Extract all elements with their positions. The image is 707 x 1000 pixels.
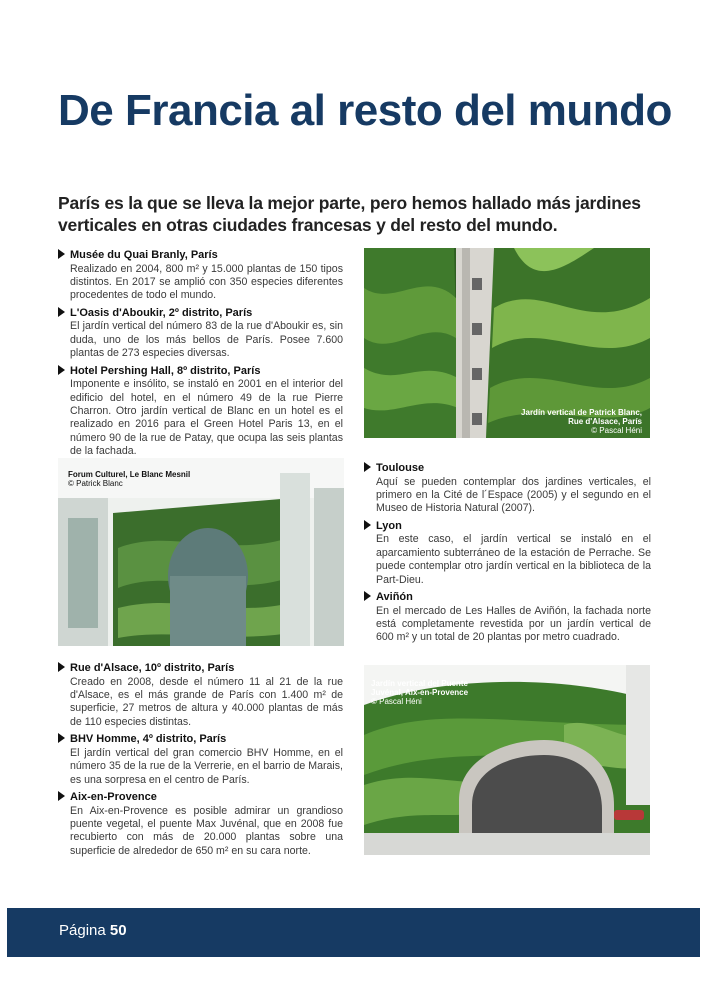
photo-aix-en-provence [364,665,650,855]
item-heading: Aviñón [376,591,413,604]
list-item [364,519,651,587]
item-text: En Aix-en-Provence es posible admirar un grandioso puente vegetal, el puente Max Juvénal, que en 2008 fue recubierto con más de 20.000 plantas sobre una superficie de alrededor de 650 m² en su cara norte. [70,804,343,857]
photo-caption: Forum Culturel, Le Blanc Mesnil © Patrick Blanc [68,470,191,488]
photo-forum-culturel [58,458,344,646]
item-text: Imponente e insólito, se instaló en 2001 en el interior del edificio del hotel, en el número 49 de la rue Pierre Charron. Otro jardín vertical de Blanc en un hotel es el realizado en 2016 para el Green Hotel Paris 13, en el número 90 de la rue de Patay, que ocupa las seis plantas de la fachada. [70,378,343,458]
item-heading: Rue d'Alsace, 10º distrito, París [70,662,235,674]
item-heading: Toulouse [376,462,425,474]
item-heading: Hotel Pershing Hall, 8º distrito, París [70,364,261,377]
list-item [364,461,651,516]
right-column-text [364,461,651,648]
page-title: De Francia al resto del mundo [58,86,672,135]
triangle-bullet-icon [58,249,65,259]
left-column-bottom [58,661,343,861]
triangle-bullet-icon [364,591,371,601]
list-item [58,732,343,787]
list-item [58,306,343,361]
item-text: Aquí se pueden contemplar dos jardines verticales, el primero en la Cité de l´Espace (2005) y el segundo en el Museo de Historia Natural (2007). [376,475,651,515]
item-heading: Musée du Quai Branly, París [70,249,218,261]
list-item [58,790,343,858]
photo-caption: Jardín vertical de Patrick Blanc, Rue d'Alsace, París © Pascal Héni [521,408,642,435]
photo-rue-alsace [364,248,650,438]
item-heading: BHV Homme, 4º distrito, París [70,733,227,746]
item-text: En el mercado de Les Halles de Aviñón, la fachada norte está completamente revestida por un jardín vertical de 600 m² y un total de 20 plantas por metro cuadrado. [376,604,651,644]
item-heading: L'Oasis d'Aboukir, 2º distrito, París [70,306,253,319]
triangle-bullet-icon [58,365,65,375]
page-number-value: 50 [109,922,127,939]
triangle-bullet-icon [364,520,371,530]
triangle-bullet-icon [58,662,65,672]
list-item [58,661,343,729]
item-heading: Lyon [376,519,402,532]
item-text: Creado en 2008, desde el número 11 al 21 de la rue d'Alsace, es el más grande de París con 1.400 m² de superficie, 27 metros de altura y 40.000 plantas de más de 110 especies distintas. [70,675,343,728]
photo-caption: Jardín vertical del Puente Juvénal, Aix-en-Provence © Pascal Héni [371,679,469,706]
triangle-bullet-icon [58,791,65,801]
item-heading: Aix-en-Provence [70,791,157,804]
triangle-bullet-icon [58,307,65,317]
item-text: El jardín vertical del gran comercio BHV Homme, en el número 35 de la rue de la Verrerie, en el barrio de Marais, es una sorpresa en el centro de París. [70,746,343,786]
page-number [59,922,127,939]
page-subtitle: París es la que se lleva la mejor parte, pero hemos hallado más jardines verticales en otras ciudades francesas y del resto del mundo. [58,193,641,235]
list-item [58,248,343,303]
left-column-top [58,248,343,462]
list-item [364,590,651,645]
triangle-bullet-icon [364,462,371,472]
triangle-bullet-icon [58,733,65,743]
list-item [58,364,343,459]
item-text: En este caso, el jardín vertical se instaló en el aparcamiento subterráneo de la estación de Perrache. Se puede contemplar otro jardín vertical en la biblioteca de la Part-Dieu. [376,533,651,586]
item-text: Realizado en 2004, 800 m² y 15.000 plantas de 150 tipos distintos. En 2017 se amplió con 350 especies diferentes procedentes de todo el mundo. [70,262,343,302]
item-text: El jardín vertical del número 83 de la rue d'Aboukir es, sin duda, uno de los más bellos de París. Posee 7.600 plantas de 273 especies diversas. [70,320,343,360]
page-label: Página [59,922,106,939]
page-footer [7,908,700,957]
